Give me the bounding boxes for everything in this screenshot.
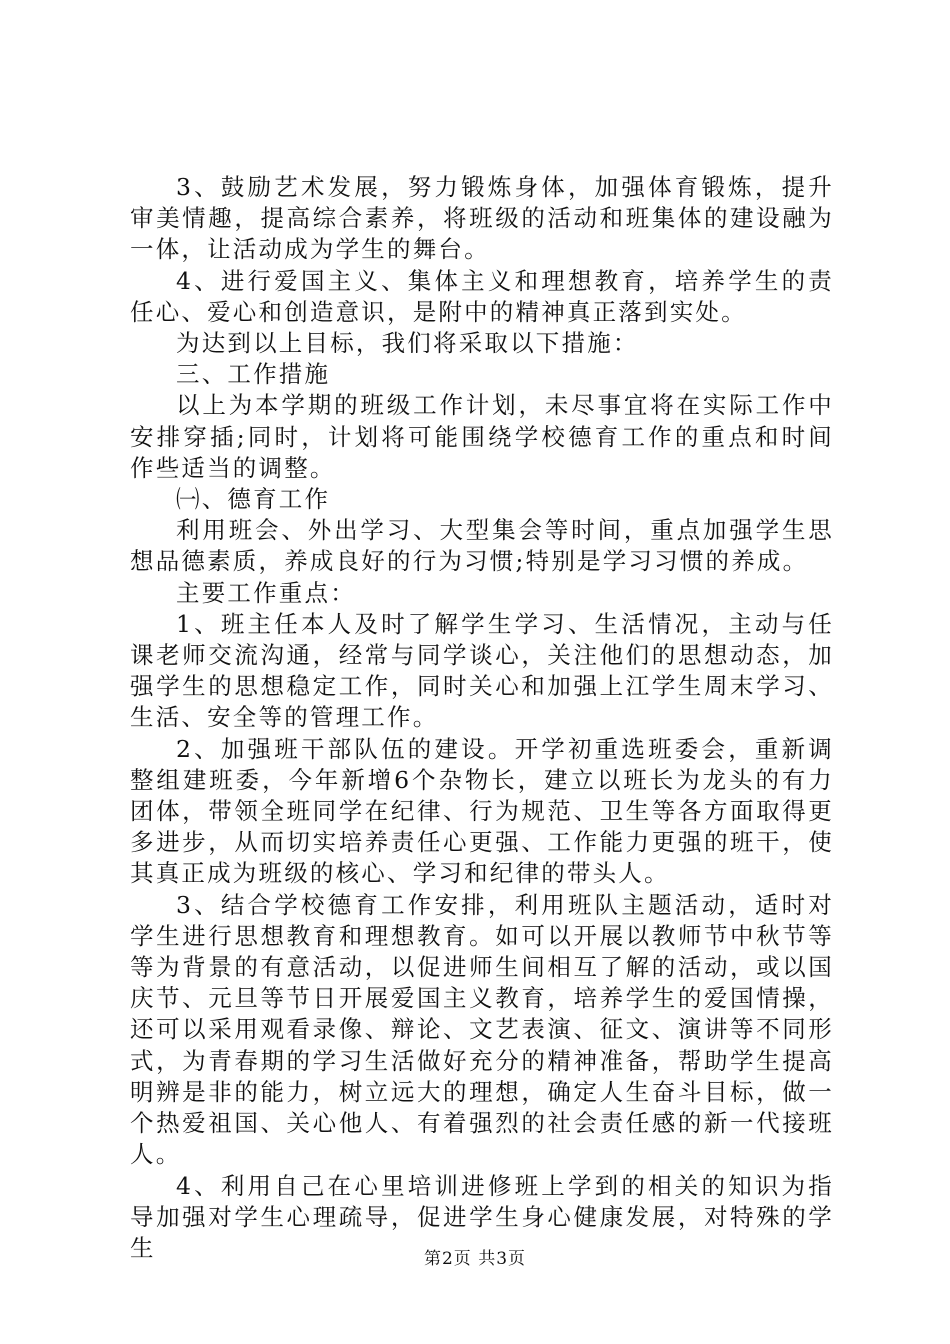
paragraph-item-4-patriotism: 4、进行爱国主义、集体主义和理想教育，培养学生的责任心、爱心和创造意识，是附中的精神真正落到实处。 bbox=[130, 266, 834, 326]
paragraph-item-3-arts: 3、鼓励艺术发展，努力锻炼身体，加强体育锻炼，提升审美情趣，提高综合素养，将班级的活动和班集体的建设融为一体，让活动成为学生的舞台。 bbox=[130, 173, 834, 264]
paragraph-measures-intro: 为达到以上目标，我们将采取以下措施： bbox=[176, 329, 639, 358]
heading-main-focus: 主要工作重点： bbox=[176, 578, 356, 607]
paragraph-focus-item-2: 2、加强班干部队伍的建设。开学初重选班委会，重新调整组建班委，今年新增6个杂物长，建立以班长为龙头的有力团体，带领全班同学在纪律、行为规范、卫生等各方面取得更多进步，从而切实培养责任心更强、工作能力更强的班干，使其真正成为班级的核心、学习和纪律的带头人。 bbox=[130, 734, 834, 888]
page-number-footer: 第2页 共3页 bbox=[423, 1249, 527, 1269]
paragraph-focus-item-3: 3、结合学校德育工作安排，利用班队主题活动，适时对学生进行思想教育和理想教育。如可以开展以教师节中秋节等等为背景的有意活动，以促进师生间相互了解的活动，或以国庆节、元旦等节日开展爱国主义教育，培养学生的爱国情操，还可以采用观看录像、辩论、文艺表演、征文、演讲等不同形式，为青春期的学习生活做好充分的精神准备，帮助学生提高明辨是非的能力，树立远大的理想，确定人生奋斗目标，做一个热爱祖国、关心他人、有着强烈的社会责任感的新一代接班人。 bbox=[130, 890, 834, 1169]
section-heading-work-measures: 三、工作措施 bbox=[176, 360, 331, 389]
paragraph-focus-item-1: 1、班主任本人及时了解学生学习、生活情况，主动与任课老师交流沟通，经常与同学谈心，关注他们的思想动态，加强学生的思想稳定工作，同时关心和加强上江学生周末学习、生活、安全等的管理工作。 bbox=[130, 609, 834, 732]
document-body bbox=[130, 172, 834, 1264]
paragraph-plan-summary: 以上为本学期的班级工作计划，未尽事宜将在实际工作中安排穿插;同时，计划将可能围绕学校德育工作的重点和时间作些适当的调整。 bbox=[130, 391, 834, 482]
subsection-heading-moral-education: ㈠、德育工作 bbox=[176, 485, 331, 514]
paragraph-moral-education-intro: 利用班会、外出学习、大型集会等时间，重点加强学生思想品德素质，养成良好的行为习惯;特别是学习习惯的养成。 bbox=[130, 516, 834, 576]
paragraph-focus-item-4: 4、利用自己在心里培训进修班上学到的相关的知识为指导加强对学生心理疏导，促进学生身心健康发展，对特殊的学生 bbox=[130, 1171, 834, 1262]
